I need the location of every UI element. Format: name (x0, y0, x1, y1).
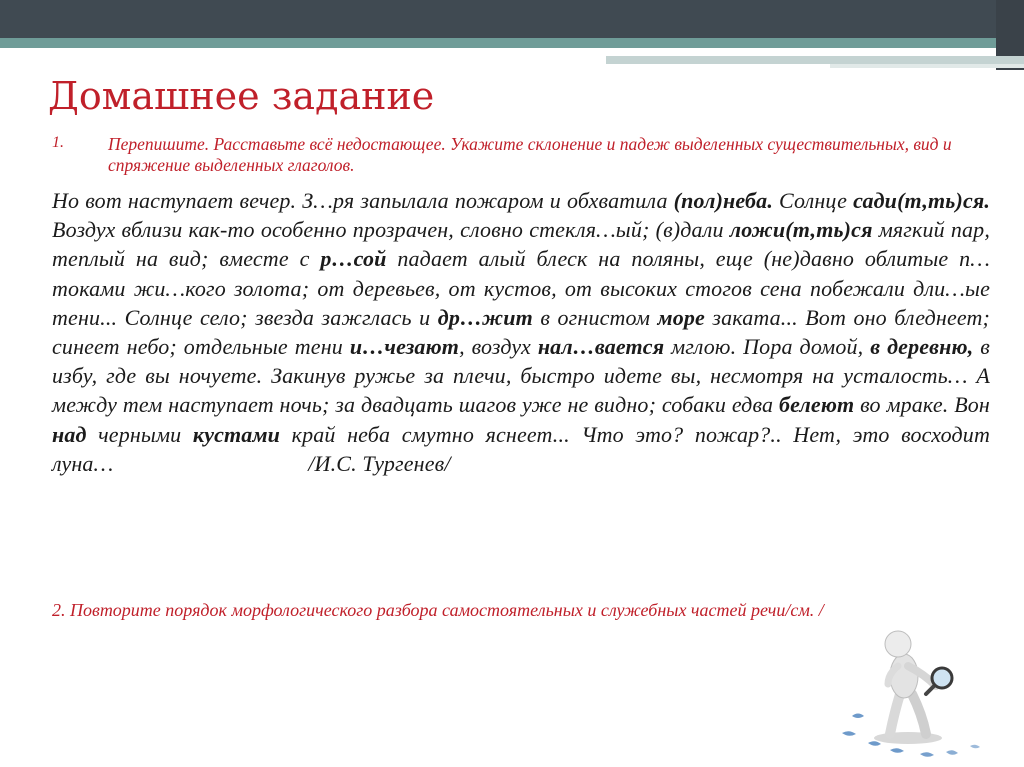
header-band-dark (0, 0, 1024, 38)
passage-text: заката... Вот оно бледнеет; синеет небо; отдельные тени (52, 304, 990, 360)
passage-text: край неба смутно яснеет... Что это? пожар?.. Нет, это восходит луна… (52, 421, 990, 476)
slide-title: Домашнее задание (48, 74, 435, 118)
author-attribution: /И.С. Тургенев/ (308, 450, 451, 476)
highlighted-word: море (657, 304, 705, 330)
person-magnifier-figure-icon (838, 620, 998, 760)
passage-text: Но вот наступает вечер. З…ря запылала пожаром и обхватила (52, 188, 674, 213)
highlighted-word: др…жит (437, 304, 533, 330)
highlighted-word: р…сой (320, 246, 387, 272)
highlighted-word: нал…вается (537, 334, 665, 360)
highlighted-word: кустами (192, 421, 281, 447)
header-band-teal (0, 38, 1024, 48)
task-1-text: Перепишите. Расставьте всё недостающее. Укажите склонение и падеж выделенных существительных, вид и спряжение выделенных глаголов. (108, 134, 952, 175)
task-2: 2. Повторите порядок морфологического разбора самостоятельных и служебных частей речи/см. / (52, 600, 824, 620)
passage-text: Солнце (772, 188, 854, 213)
highlighted-word: ложи(т,ть)ся (729, 217, 873, 243)
task-1-number: 1. (52, 134, 64, 151)
header-band-pale-small (830, 64, 1024, 68)
passage-text: Воздух вблизи как-то особенно прозрачен, словно стекля…ый; (в)дали (52, 217, 730, 243)
passage-text: черными (86, 421, 193, 447)
passage-text: во мраке. Вон (854, 392, 990, 418)
task-1 (52, 134, 992, 176)
passage-text: в огнистом (532, 304, 658, 330)
passage-text: мягкий пар, теплый на вид; вместе с (52, 217, 990, 272)
passage-text: падает алый блеск на поляны, еще (не)давно облитые п…токами жи…кого золота; от деревьев, от кустов, от высоких стогов сена побежали дли…ые тени... Солнце село; звезда зажглась и (52, 246, 990, 330)
highlighted-word: (пол)неба. (673, 188, 773, 213)
highlighted-word: и…чезают (349, 334, 460, 360)
passage (52, 186, 990, 478)
highlighted-word: сади(т,ть)ся. (853, 188, 990, 213)
passage-text: в избу, где вы ночуете. Закинув ружье за плечи, быстро идете вы, несмотря на усталость… А между тем наступает ночь; за двадцать шагов уже не видно; собаки едва (52, 334, 990, 418)
highlighted-word: белеют (778, 392, 855, 418)
passage-text: , воздух (459, 334, 538, 360)
highlighted-word: над (52, 421, 87, 447)
highlighted-word: в деревню, (870, 334, 974, 360)
passage-text: мглою. Пора домой, (664, 334, 871, 360)
header-band-pale (606, 56, 1024, 64)
